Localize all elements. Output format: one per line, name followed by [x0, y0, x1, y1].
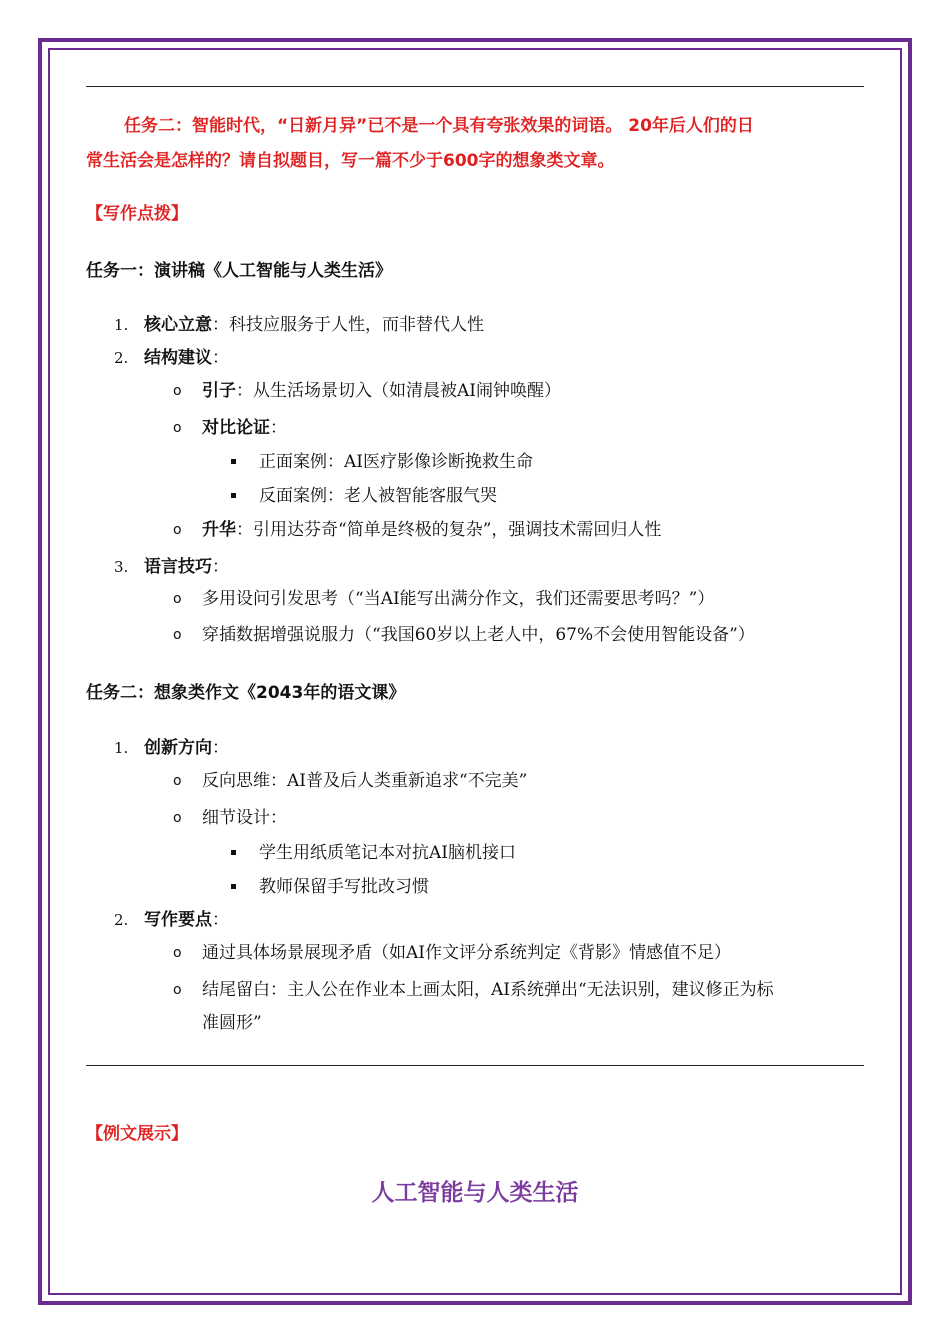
list-item: 语言技巧： — [144, 557, 229, 577]
page-inner-border — [48, 48, 902, 1295]
list-item: 创新方向： — [144, 738, 229, 758]
square-bullet-icon — [231, 850, 236, 855]
list-item: 结尾留白：主人公在作业本上画太阳，AI系统弹出“无法识别，建议修正为标 — [202, 980, 774, 1000]
list-item: 对比论证： — [202, 418, 287, 438]
list-item: 正面案例：AI医疗影像诊断挽救生命 — [259, 452, 533, 472]
list-item: 反向思维：AI普及后人类重新追求“不完美” — [202, 771, 528, 791]
hollow-bullet-icon: o — [173, 383, 182, 399]
list-item: 穿插数据增强说服力（“我国60岁以上老人中，67%不会使用智能设备”） — [202, 625, 755, 645]
task2-prompt-line2: 常生活会是怎样的？请自拟题目，写一篇不少于600字的想象类文章。 — [86, 151, 615, 171]
list-item: 引子：从生活场景切入（如清晨被AI闹钟唤醒） — [202, 381, 561, 401]
example-heading: 【例文展示】 — [86, 1124, 188, 1144]
task2-heading: 任务二：想象类作文《2043年的语文课》 — [86, 683, 406, 703]
list-number: 2. — [114, 911, 129, 929]
list-item: 通过具体场景展现矛盾（如AI作文评分系统判定《背影》情感值不足） — [202, 943, 731, 963]
hollow-bullet-icon: o — [173, 773, 182, 789]
list-item-continuation: 准圆形” — [202, 1013, 262, 1033]
list-item: 反面案例：老人被智能客服气哭 — [259, 486, 497, 506]
task1-heading: 任务一：演讲稿《人工智能与人类生活》 — [86, 261, 392, 281]
task2-prompt-line1: 任务二：智能时代，“日新月异”已不是一个具有夸张效果的词语。 20年后人们的日 — [124, 116, 754, 136]
list-item: 多用设问引发思考（“当AI能写出满分作文，我们还需要思考吗？”） — [202, 589, 715, 609]
top-divider — [86, 86, 864, 87]
list-item: 细节设计： — [202, 808, 287, 828]
list-item: 写作要点： — [144, 910, 229, 930]
list-item: 结构建议： — [144, 348, 229, 368]
square-bullet-icon — [231, 459, 236, 464]
hollow-bullet-icon: o — [173, 627, 182, 643]
square-bullet-icon — [231, 884, 236, 889]
list-item: 升华：引用达芬奇“简单是终极的复杂”，强调技术需回归人性 — [202, 520, 662, 540]
hollow-bullet-icon: o — [173, 945, 182, 961]
bottom-divider — [86, 1065, 864, 1066]
hollow-bullet-icon: o — [173, 982, 182, 998]
list-number: 1. — [114, 739, 129, 757]
square-bullet-icon — [231, 493, 236, 498]
hollow-bullet-icon: o — [173, 591, 182, 607]
essay-title: 人工智能与人类生活 — [371, 1180, 579, 1206]
list-item: 教师保留手写批改习惯 — [259, 877, 429, 897]
list-item: 核心立意：科技应服务于人性，而非替代人性 — [144, 315, 484, 335]
hollow-bullet-icon: o — [173, 810, 182, 826]
hollow-bullet-icon: o — [173, 522, 182, 538]
list-item: 学生用纸质笔记本对抗AI脑机接口 — [259, 843, 516, 863]
hollow-bullet-icon: o — [173, 420, 182, 436]
list-number: 2. — [114, 349, 129, 367]
list-number: 3. — [114, 558, 129, 576]
list-number: 1. — [114, 316, 129, 334]
tips-heading: 【写作点拨】 — [86, 204, 188, 224]
